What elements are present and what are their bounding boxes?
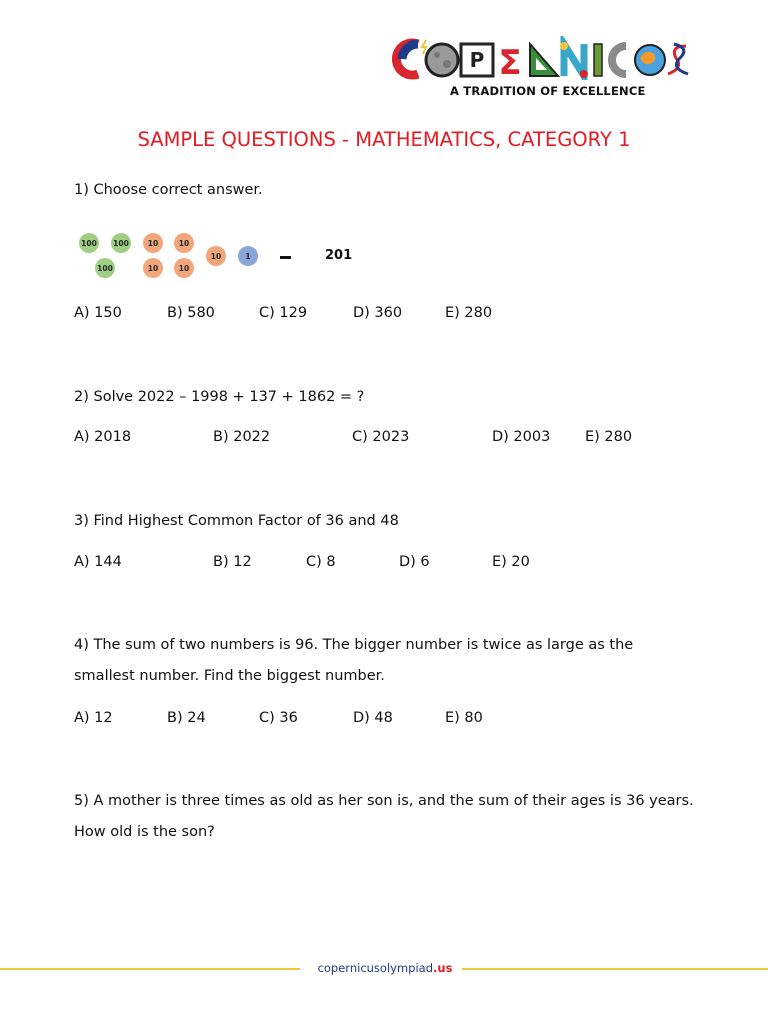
footer-link[interactable]	[305, 961, 465, 975]
question-4-option-e[interactable]: E) 80	[445, 710, 483, 726]
question-1-option-d[interactable]: D) 360	[353, 305, 403, 321]
copernicus-logo	[388, 36, 710, 98]
question-3-option-d[interactable]: D) 6	[399, 554, 430, 570]
coin-100: 100	[79, 233, 99, 253]
question-5-text-line-1: 5) A mother is three times as old as her son is, and the sum of their ages is 36 years.	[74, 793, 694, 809]
question-4-option-a[interactable]: A) 12	[74, 710, 113, 726]
question-4-option-d[interactable]: D) 48	[353, 710, 393, 726]
coin-10: 10	[143, 233, 163, 253]
question-1-text: 1) Choose correct answer.	[74, 182, 263, 198]
question-4-option-b[interactable]: B) 24	[167, 710, 206, 726]
coin-10: 10	[143, 258, 163, 278]
svg-text:P: P	[469, 48, 485, 72]
question-2-option-d[interactable]: D) 2003	[492, 429, 551, 445]
page-title: SAMPLE QUESTIONS - MATHEMATICS, CATEGORY 1	[137, 128, 631, 151]
logo-tagline: A TRADITION OF EXCELLENCE	[450, 84, 646, 98]
coin-100: 100	[111, 233, 131, 253]
question-4-text-line-2: smallest number. Find the biggest number.	[74, 668, 385, 684]
question-4-option-c[interactable]: C) 36	[259, 710, 298, 726]
question-1-option-c[interactable]: C) 129	[259, 305, 308, 321]
question-3-option-e[interactable]: E) 20	[492, 554, 530, 570]
coin-10: 10	[206, 246, 226, 266]
footer-divider-left	[0, 968, 300, 970]
question-3-option-a[interactable]: A) 144	[74, 554, 122, 570]
question-3-option-b[interactable]: B) 12	[213, 554, 252, 570]
question-5-text-line-2: How old is the son?	[74, 824, 215, 840]
footer-divider-right	[462, 968, 768, 970]
question-1-option-a[interactable]: A) 150	[74, 305, 122, 321]
figure-result: 201	[325, 248, 353, 263]
coin-10: 10	[174, 233, 194, 253]
question-3-text: 3) Find Highest Common Factor of 36 and 48	[74, 513, 399, 529]
question-4-text-line-1: 4) The sum of two numbers is 96. The bigger number is twice as large as the	[74, 637, 634, 653]
question-2-text: 2) Solve 2022 – 1998 + 137 + 1862 = ?	[74, 389, 365, 405]
coin-100: 100	[95, 258, 115, 278]
svg-text:Σ: Σ	[498, 43, 522, 80]
question-2-option-c[interactable]: C) 2023	[352, 429, 410, 445]
question-3-option-c[interactable]: C) 8	[306, 554, 336, 570]
question-1-option-e[interactable]: E) 280	[445, 305, 493, 321]
footer-url-tld: .us	[433, 961, 453, 975]
question-2-option-b[interactable]: B) 2022	[213, 429, 271, 445]
question-2-option-e[interactable]: E) 280	[585, 429, 633, 445]
footer-url-main: copernicusolympiad	[317, 961, 434, 975]
coin-1: 1	[238, 246, 258, 266]
minus-sign	[280, 256, 291, 259]
coin-10: 10	[174, 258, 194, 278]
logo-wordmark-graphic	[388, 36, 710, 80]
question-2-option-a[interactable]: A) 2018	[74, 429, 132, 445]
question-1-option-b[interactable]: B) 580	[167, 305, 215, 321]
